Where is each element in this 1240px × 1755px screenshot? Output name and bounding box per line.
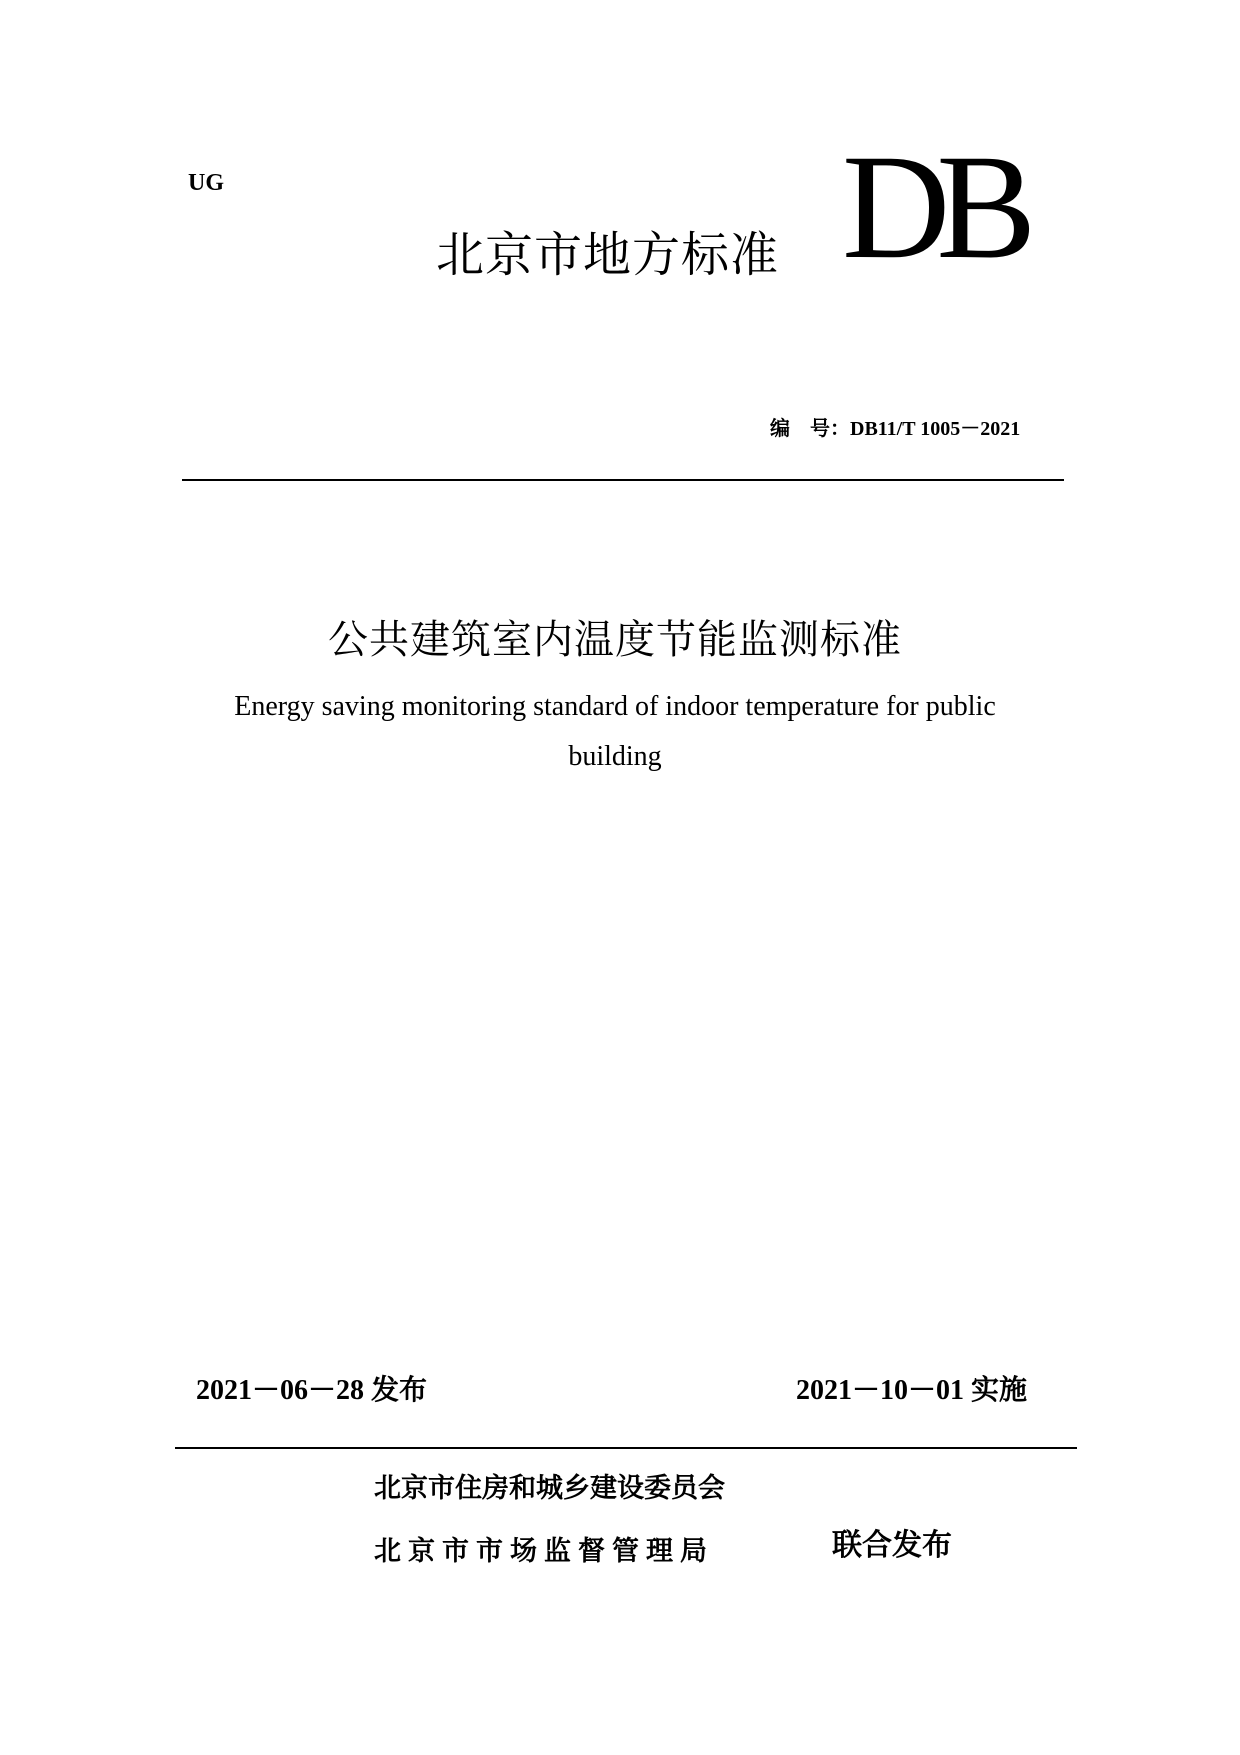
top-divider — [182, 479, 1064, 481]
implementation-date: 2021－10－01 实施 — [796, 1375, 1028, 1406]
document-title-english: Energy saving monitoring standard of indoor temperature for public building — [234, 691, 996, 772]
document-title-chinese: 公共建筑室内温度节能监测标准 — [328, 617, 902, 663]
issuer-market-regulation: 北京市市场监督管理局 — [374, 1536, 714, 1567]
standard-number: 编 号：DB11/T 1005－2021 — [770, 418, 1021, 440]
db-logo: DB — [842, 124, 1023, 290]
classification-code: UG — [188, 170, 224, 196]
joint-issue-label: 联合发布 — [832, 1528, 952, 1563]
standard-type-title: 北京市地方标准 — [436, 227, 780, 283]
issue-date: 2021－06－28 发布 — [196, 1375, 428, 1406]
bottom-divider — [175, 1447, 1077, 1449]
issuer-housing-commission: 北京市住房和城乡建设委员会 — [374, 1473, 725, 1504]
